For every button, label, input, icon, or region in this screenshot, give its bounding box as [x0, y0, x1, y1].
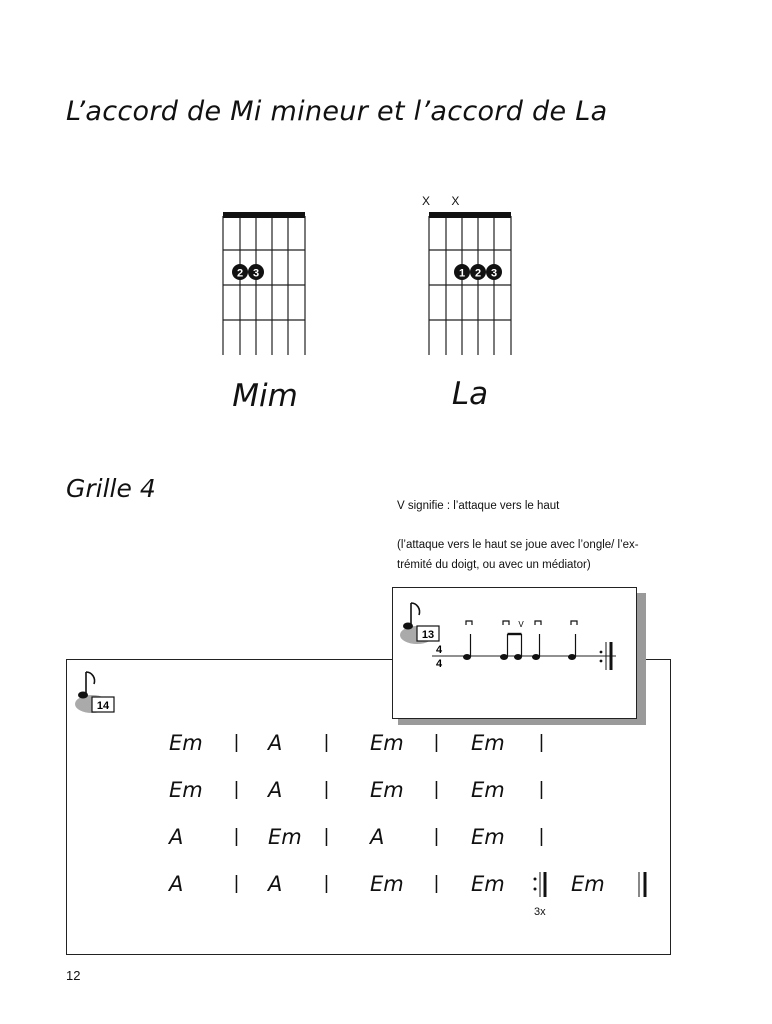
chord-name-la: La [451, 376, 489, 412]
bar-line: | [234, 873, 239, 894]
ending-chord: Em [571, 872, 605, 896]
quarter-note [463, 621, 472, 660]
chord-diagram-mim [216, 190, 316, 360]
grid-chord: Em [370, 778, 404, 802]
grid-chord: Em [471, 778, 505, 802]
time-signature-top: 4 [435, 644, 443, 656]
svg-text:3: 3 [252, 267, 260, 280]
down-stroke-mark [503, 621, 509, 625]
svg-text:3: 3 [490, 267, 498, 280]
bar-line: | [324, 826, 329, 847]
down-stroke-mark [571, 621, 577, 625]
bar-line: | [434, 873, 439, 894]
grid-chord: Em [169, 778, 203, 802]
finger-dot [248, 264, 264, 280]
bar-line: | [324, 732, 329, 753]
svg-text:2: 2 [474, 267, 482, 280]
bar-line: | [234, 732, 239, 753]
grid-chord: A [268, 872, 283, 896]
finger-dot [486, 264, 502, 280]
svg-text:2: 2 [236, 267, 244, 280]
up-stroke-mark: V [518, 620, 524, 629]
track-number: 14 [96, 700, 110, 712]
bar-line: | [539, 732, 544, 753]
down-stroke-mark [535, 621, 541, 625]
grid-chord: Em [471, 825, 505, 849]
grid-chord: Em [169, 731, 203, 755]
repeat-count: 3x [534, 906, 546, 918]
grid-chord: Em [268, 825, 302, 849]
quarter-note [568, 621, 577, 660]
nut [223, 212, 305, 218]
grid-chord: Em [471, 731, 505, 755]
bar-line: | [434, 826, 439, 847]
note-line-3: trémité du doigt, ou avec un médiator) [397, 559, 591, 571]
grid-chord: Em [370, 731, 404, 755]
quarter-note [532, 621, 541, 660]
down-stroke-mark [466, 621, 472, 625]
page-number: 12 [66, 968, 81, 983]
page-heading: L’accord de Mi mineur et l’accord de La [66, 96, 608, 127]
bar-line: | [234, 779, 239, 800]
muted-strings: X X [422, 194, 469, 208]
grid-chord: A [370, 825, 385, 849]
bar-line: | [539, 779, 544, 800]
grid-chord: Em [471, 872, 505, 896]
track-number: 13 [421, 629, 435, 641]
bar-line: | [324, 779, 329, 800]
note-line-2: (l’attaque vers le haut se joue avec l’ongle/ l’ex- [397, 539, 639, 551]
finger-dot [232, 264, 248, 280]
chord-name-mim: Mim [232, 378, 298, 414]
time-signature-bottom: 4 [435, 658, 443, 670]
note-line-1: V signifie : l’attaque vers le haut [397, 500, 560, 512]
grid-chord: A [169, 825, 184, 849]
bar-line: | [324, 873, 329, 894]
grid-title: Grille 4 [66, 474, 156, 503]
grid-chord: A [169, 872, 184, 896]
nut [429, 212, 511, 218]
eighth-note-pair [500, 620, 524, 660]
grid-chord: A [268, 731, 283, 755]
final-bar-line [636, 870, 650, 900]
repeat-end-sign [530, 870, 550, 900]
bar-line: | [234, 826, 239, 847]
audio-track-icon [72, 664, 122, 716]
bar-line: | [434, 779, 439, 800]
rhythm-notation [430, 620, 630, 680]
finger-dot [454, 264, 470, 280]
svg-text:1: 1 [458, 267, 466, 280]
bar-line: | [539, 826, 544, 847]
grid-chord: Em [370, 872, 404, 896]
finger-dot [470, 264, 486, 280]
grid-chord: A [268, 778, 283, 802]
bar-line: | [434, 732, 439, 753]
chord-diagram-la [422, 190, 522, 360]
